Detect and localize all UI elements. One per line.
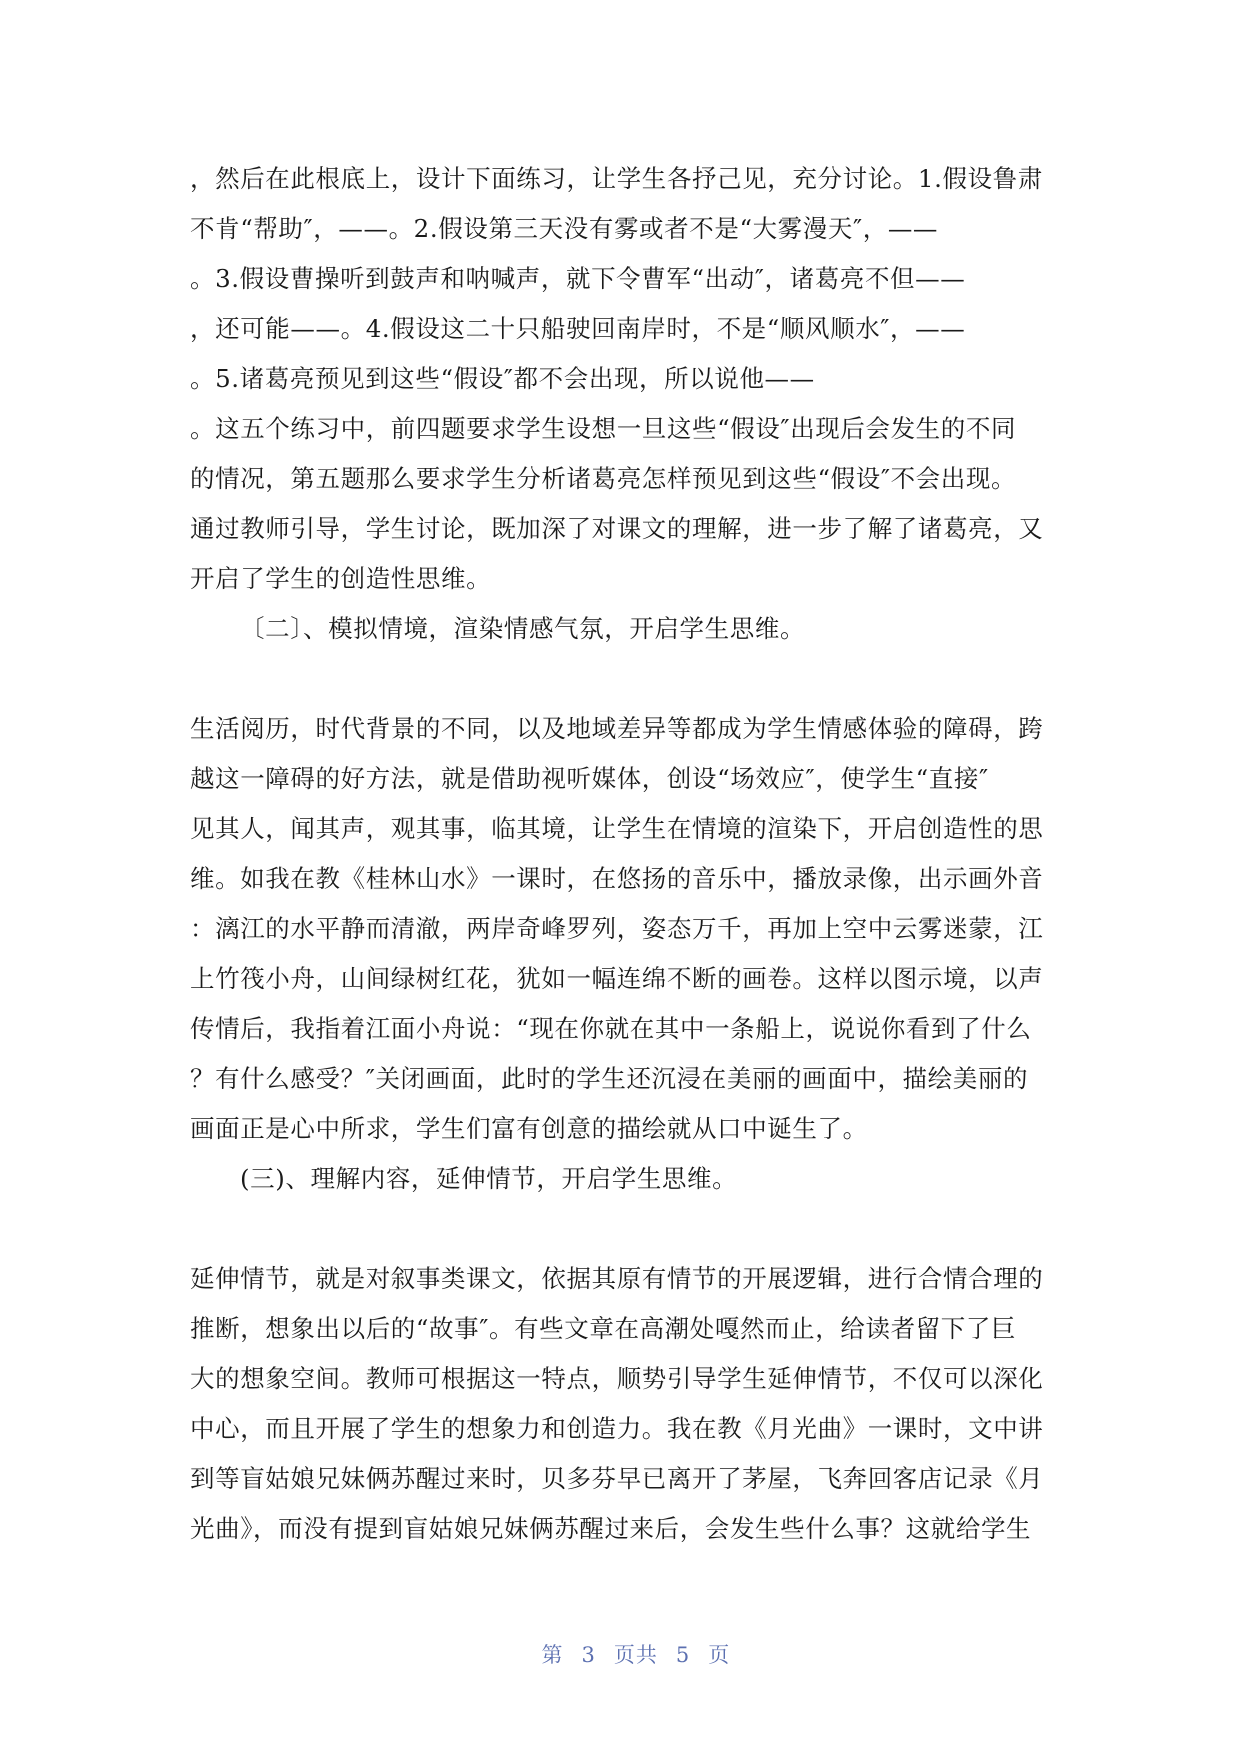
text-line: 中心，而且开展了学生的想象力和创造力。我在教《月光曲》一课时，文中讲 xyxy=(190,1414,1044,1443)
page-total-word: 页共 xyxy=(613,1643,658,1667)
text-line: 画面正是心中所求，学生们富有创意的描绘就从口中诞生了。 xyxy=(190,1114,868,1143)
text-line: 生活阅历，时代背景的不同，以及地域差异等都成为学生情感体验的障碍，跨 xyxy=(190,714,1044,743)
text-line: 到等盲姑娘兄妹俩苏醒过来时，贝多芬早已离开了茅屋，飞奔回客店记录《月 xyxy=(190,1464,1044,1493)
page-end-word: 页 xyxy=(708,1643,731,1667)
section-heading: (三)、理解内容，延伸情节，开启学生思维。 xyxy=(240,1164,738,1193)
text-line: 推断，想象出以后的“故事″。有些文章在高潮处嘎然而止，给读者留下了巨 xyxy=(190,1314,1017,1343)
section-heading: 〔二〕、模拟情境，渲染情感气氛，开启学生思维。 xyxy=(240,614,806,643)
text-line: 见其人，闻其声，观其事，临其境，让学生在情境的渲染下，开启创造性的思 xyxy=(190,814,1044,843)
text-line: 大的想象空间。教师可根据这一特点，顺势引导学生延伸情节，不仅可以深化 xyxy=(190,1364,1044,1393)
total-pages-number: 5 xyxy=(675,1643,691,1667)
text-line: 越这一障碍的好方法，就是借助视听媒体，创设“场效应″，使学生“直接″ xyxy=(190,764,989,793)
text-line: 开启了学生的创造性思维。 xyxy=(190,564,492,593)
text-line: 通过教师引导，学生讨论，既加深了对课文的理解，进一步了解了诸葛亮，又 xyxy=(190,514,1044,543)
current-page-number: 3 xyxy=(581,1643,596,1667)
page-footer xyxy=(0,1615,1241,1693)
text-line: 。3.假设曹操听到鼓声和呐喊声，就下令曹军“出动″，诸葛亮不但—— xyxy=(190,264,966,293)
text-line: ？有什么感受？″关闭画面，此时的学生还沉浸在美丽的画面中，描绘美丽的 xyxy=(190,1064,1029,1093)
text-line: ，还可能——。4.假设这二十只船驶回南岸时，不是“顺风顺水″，—— xyxy=(190,314,966,343)
text-line: 传情后，我指着江面小舟说：“现在你就在其中一条船上，说说你看到了什么 xyxy=(190,1014,1032,1043)
text-line: 。5.诸葛亮预见到这些“假设″都不会出现，所以说他—— xyxy=(190,364,815,393)
page-word: 第 xyxy=(541,1643,564,1667)
text-line: 上竹筏小舟，山间绿树红花，犹如一幅连绵不断的画卷。这样以图示境，以声 xyxy=(190,964,1044,993)
text-line: 。这五个练习中，前四题要求学生设想一旦这些“假设″出现后会发生的不同 xyxy=(190,414,1017,443)
text-line: 的情况，第五题那么要求学生分析诸葛亮怎样预见到这些“假设″不会出现。 xyxy=(190,464,1017,493)
text-line: 光曲》，而没有提到盲姑娘兄妹俩苏醒过来后，会发生些什么事？这就给学生 xyxy=(190,1514,1032,1543)
text-line: 延伸情节，就是对叙事类课文，依据其原有情节的开展逻辑，进行合情合理的 xyxy=(190,1264,1044,1293)
text-line: ，然后在此根底上，设计下面练习，让学生各抒己见，充分讨论。1.假设鲁肃 xyxy=(190,164,1043,193)
text-line: 不肯“帮助″，——。2.假设第三天没有雾或者不是“大雾漫天″，—— xyxy=(190,214,939,243)
text-line: ：漓江的水平静而清澈，两岸奇峰罗列，姿态万千，再加上空中云雾迷蒙，江 xyxy=(190,914,1044,943)
text-line: 维。如我在教《桂林山水》一课时，在悠扬的音乐中，播放录像，出示画外音 xyxy=(190,864,1044,893)
